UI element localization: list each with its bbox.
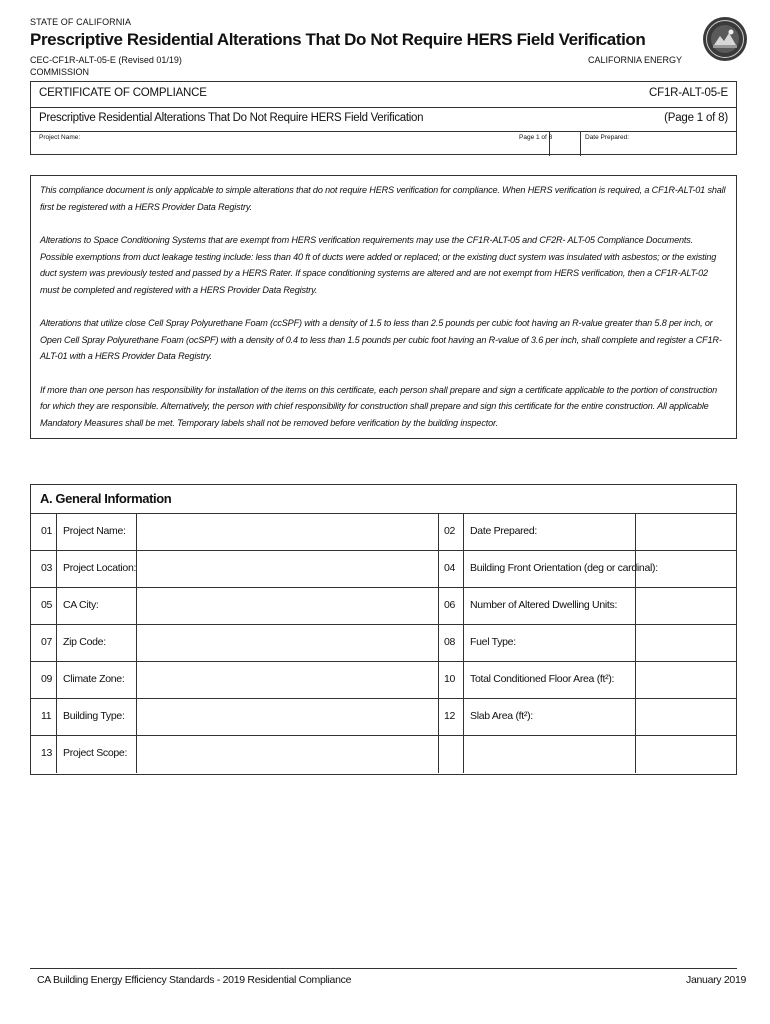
field-number: 07 — [41, 636, 53, 648]
intro-paragraph-2: Alterations to Space Conditioning Systems that are exempt from HERS verification requirements may use the CF1R-ALT-05 and CF2R- ALT-05 Compliance Documents. Possible exemptions from duct leakage testing include: less than 40 ft of ducts were added or replaced; or the existing duct system was insulated with asbestos; or the existing duct system was previously tested and passed by a HERS Rater. If space conditioning systems are altered and are not exempt from HERS verification, then a CF1R-ALT-02 must be completed and registered with a HERS Provider Data Registry. — [40, 235, 717, 295]
project-name-field[interactable] — [137, 514, 439, 550]
footer-divider — [30, 968, 737, 969]
field-label: Number of Altered Dwelling Units: — [470, 599, 618, 611]
certificate-label: CERTIFICATE OF COMPLIANCE — [39, 87, 207, 99]
certificate-header-table — [30, 81, 737, 155]
general-information-table — [30, 484, 737, 775]
divider — [580, 132, 581, 156]
state-label: STATE OF CALIFORNIA — [30, 17, 132, 27]
form-revision: CEC-CF1R-ALT-05-E (Revised 01/19) — [30, 55, 182, 65]
certificate-subtitle-row — [31, 108, 736, 132]
footer-standards: CA Building Energy Efficiency Standards - 2019 Residential Compliance — [37, 974, 352, 986]
field-number: 05 — [41, 599, 53, 611]
table-row — [31, 662, 736, 699]
form-title: Prescriptive Residential Alterations That Do Not Require HERS Field Verification — [30, 30, 646, 49]
field-number: 06 — [444, 599, 456, 611]
date-prepared-label: Date Prepared: — [585, 134, 630, 141]
conditioned-floor-area-field[interactable] — [636, 662, 738, 698]
table-row — [31, 551, 736, 588]
field-number: 13 — [41, 747, 53, 759]
project-scope-field[interactable] — [137, 736, 439, 773]
field-label: Total Conditioned Floor Area (ft²): — [470, 673, 615, 685]
building-orientation-field[interactable] — [636, 551, 738, 587]
table-row — [31, 699, 736, 736]
slab-area-field[interactable] — [636, 699, 738, 735]
project-name-label: Project Name: — [39, 134, 81, 141]
field-label: Climate Zone: — [63, 673, 125, 685]
field-number: 04 — [444, 562, 456, 574]
field-number: 03 — [41, 562, 53, 574]
field-label: Building Type: — [63, 710, 125, 722]
field-number: 02 — [444, 525, 456, 537]
field-label: CA City: — [63, 599, 99, 611]
california-energy-commission-seal-icon — [702, 16, 748, 62]
fuel-type-field[interactable] — [636, 625, 738, 661]
field-label: Zip Code: — [63, 636, 106, 648]
section-title: A. General Information — [40, 491, 172, 506]
table-row — [31, 514, 736, 551]
table-row — [31, 625, 736, 662]
ca-city-field[interactable] — [137, 588, 439, 624]
empty-field — [636, 736, 738, 773]
date-prepared-field[interactable] — [636, 514, 738, 550]
field-label: Project Location: — [63, 562, 137, 574]
intro-instructions — [30, 175, 737, 439]
certificate-subtitle: Prescriptive Residential Alterations That Do Not Require HERS Field Verification — [39, 112, 424, 124]
field-number: 10 — [444, 673, 456, 685]
field-label: Slab Area (ft²): — [470, 710, 533, 722]
zip-code-field[interactable] — [137, 625, 439, 661]
field-label: Project Name: — [63, 525, 126, 537]
agency-energy: CALIFORNIA ENERGY — [588, 55, 683, 65]
table-row — [31, 588, 736, 625]
climate-zone-field[interactable] — [137, 662, 439, 698]
altered-units-field[interactable] — [636, 588, 738, 624]
certificate-project-row — [31, 132, 736, 156]
intro-paragraph-3: Alterations that utilize close Cell Spray Polyurethane Foam (ccSPF) with a density of 1.5 to less than 2.5 pounds per cubic foot having an R-value greater than 5.8 per inch, or Open Cell Spray Polyurethane Foam (ocSPF) with a density of 0.4 to less than 1.5 pounds per cubic foot having an R-value of 3.6 per inch, shall complete and register a CF1R-ALT-01 with a HERS Provider Data Registry. — [40, 318, 722, 361]
field-number: 01 — [41, 525, 53, 537]
field-label: Date Prepared: — [470, 525, 538, 537]
field-number: 12 — [444, 710, 456, 722]
page-small-label: Page 1 of 8 — [519, 134, 553, 141]
project-location-field[interactable] — [137, 551, 439, 587]
general-information-title-row — [31, 485, 736, 514]
certificate-code: CF1R-ALT-05-E — [649, 87, 728, 99]
footer-date: January 2019 — [686, 974, 747, 986]
field-label: Building Front Orientation (deg or cardinal): — [470, 562, 658, 574]
table-row — [31, 736, 736, 773]
field-number: 09 — [41, 673, 53, 685]
certificate-title-row — [31, 82, 736, 108]
certificate-page: (Page 1 of 8) — [664, 112, 728, 124]
field-label: Fuel Type: — [470, 636, 516, 648]
field-number: 11 — [41, 710, 52, 722]
field-label: Project Scope: — [63, 747, 128, 759]
field-number: 08 — [444, 636, 456, 648]
intro-paragraph-1: This compliance document is only applicable to simple alterations that do not require HERS verification for compliance. When HERS verification is required, a CF1R-ALT-01 shall first be registered with a HERS Provider Data Registry. — [40, 185, 726, 212]
intro-paragraph-4: If more than one person has responsibility for installation of the items on this certificate, each person shall prepare and sign a certificate applicable to the portion of construction for which they are responsible. Alternatively, the person with chief responsibility for construction shall prepare and sign this certificate for the entire construction. All applicable Mandatory Measures shall be met. Temporary labels shall not be removed before verification by the building inspector. — [40, 384, 718, 428]
agency-commission: COMMISSION — [30, 67, 90, 77]
building-type-field[interactable] — [137, 699, 439, 735]
